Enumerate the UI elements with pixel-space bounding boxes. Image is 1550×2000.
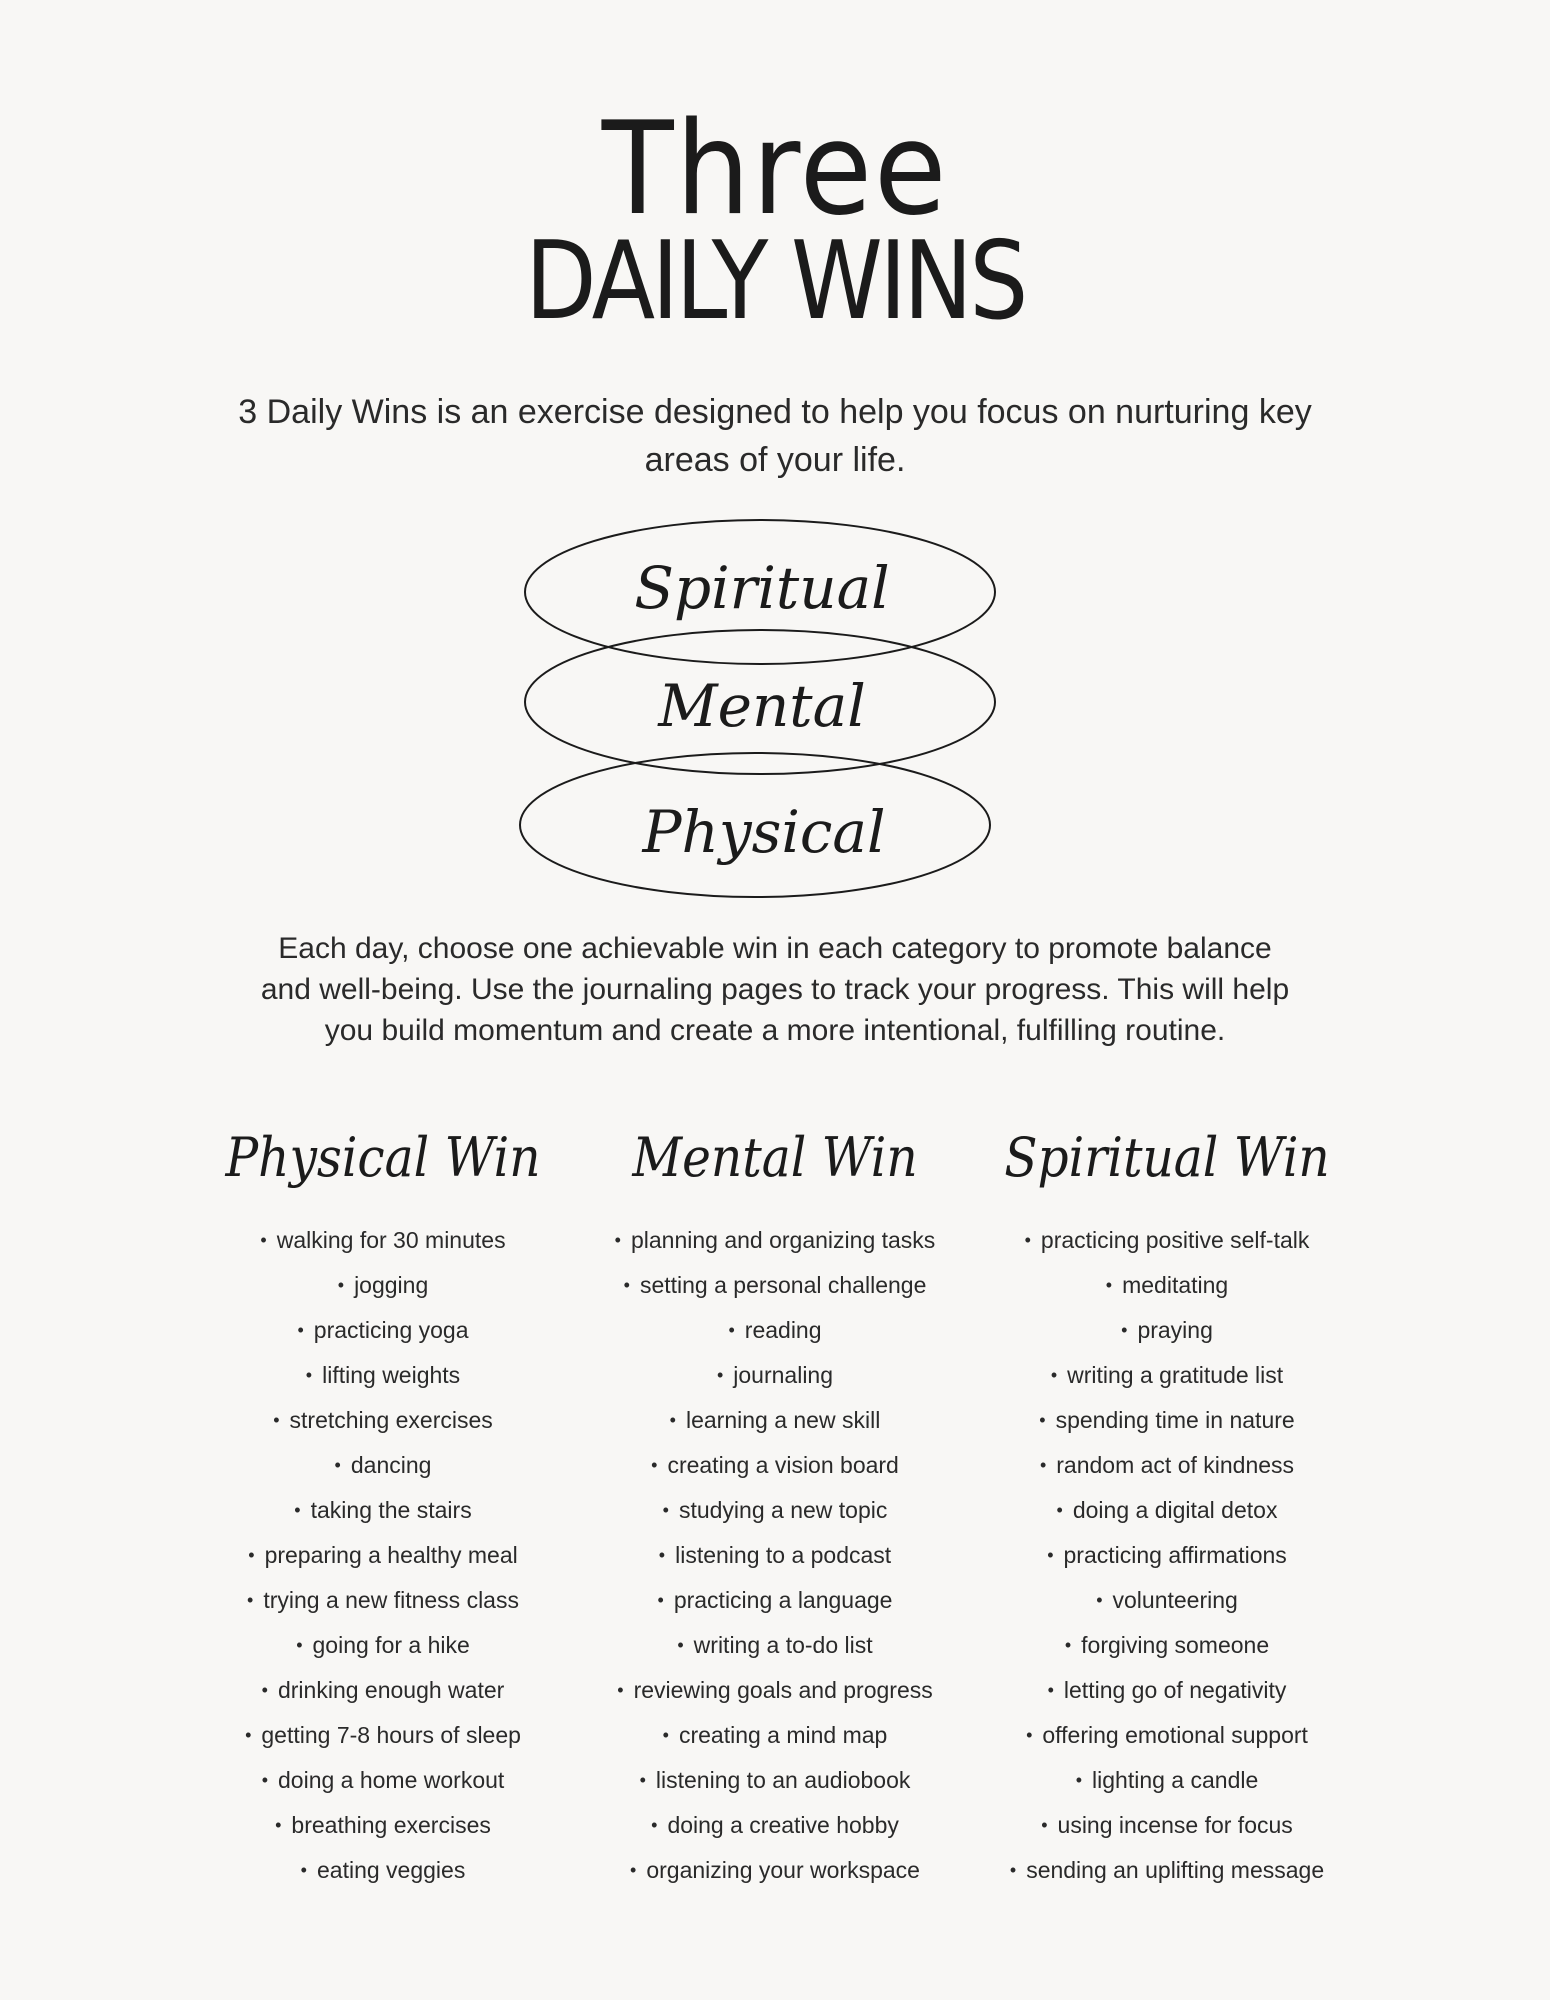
list-item bbox=[570, 1758, 980, 1803]
bullet-icon: • bbox=[614, 1230, 621, 1250]
title-three: Three bbox=[601, 95, 949, 244]
bullet-icon: • bbox=[716, 1365, 724, 1385]
bullet-icon: • bbox=[1047, 1680, 1054, 1700]
list-item-text: going for a hike bbox=[312, 1632, 470, 1658]
list-item-text: walking for 30 minutes bbox=[276, 1227, 506, 1253]
list-item bbox=[570, 1218, 980, 1263]
list-item-text: practicing affirmations bbox=[1063, 1542, 1287, 1568]
list-item bbox=[962, 1443, 1372, 1488]
list-item-text: reviewing goals and progress bbox=[633, 1677, 933, 1703]
bullet-icon: • bbox=[296, 1635, 303, 1655]
list-item bbox=[178, 1218, 588, 1263]
list-item-text: journaling bbox=[733, 1362, 834, 1388]
list-item-text: creating a vision board bbox=[667, 1452, 899, 1478]
list-item bbox=[570, 1578, 980, 1623]
list-item bbox=[178, 1668, 588, 1713]
list-item-text: eating veggies bbox=[316, 1857, 466, 1883]
bullet-icon: • bbox=[657, 1590, 664, 1610]
list-item bbox=[962, 1758, 1372, 1803]
bullet-icon: • bbox=[260, 1230, 267, 1250]
list-item bbox=[962, 1578, 1372, 1623]
list-item bbox=[570, 1263, 980, 1308]
list-item-text: studying a new topic bbox=[678, 1497, 888, 1523]
list-item bbox=[178, 1713, 588, 1758]
list-item bbox=[570, 1803, 980, 1848]
list-item-text: setting a personal challenge bbox=[639, 1272, 927, 1298]
list-item bbox=[962, 1308, 1372, 1353]
bullet-icon: • bbox=[658, 1545, 666, 1565]
list-item-text: listening to a podcast bbox=[675, 1542, 892, 1568]
list-item bbox=[570, 1713, 980, 1758]
list-item-text: listening to an audiobook bbox=[655, 1767, 911, 1793]
bullet-icon: • bbox=[261, 1770, 268, 1790]
list-item-text: stretching exercises bbox=[289, 1407, 493, 1433]
bullet-icon: • bbox=[1056, 1500, 1063, 1520]
bullet-icon: • bbox=[1096, 1590, 1103, 1610]
list-item-text: breathing exercises bbox=[291, 1812, 491, 1838]
list-item bbox=[570, 1488, 980, 1533]
spiritual-win-heading: Spiritual Win bbox=[1004, 1126, 1330, 1189]
bullet-icon: • bbox=[1105, 1275, 1113, 1295]
bullet-icon: • bbox=[617, 1680, 624, 1700]
list-item-text: volunteering bbox=[1112, 1587, 1238, 1613]
list-item-text: letting go of negativity bbox=[1063, 1677, 1287, 1703]
list-item bbox=[570, 1443, 980, 1488]
bullet-icon: • bbox=[1041, 1815, 1048, 1835]
bullet-icon: • bbox=[1009, 1860, 1017, 1880]
bullet-icon: • bbox=[275, 1815, 282, 1835]
list-item-text: planning and organizing tasks bbox=[630, 1227, 936, 1253]
bullet-icon: • bbox=[294, 1500, 301, 1520]
bullet-icon: • bbox=[1047, 1545, 1054, 1565]
list-item-text: random act of kindness bbox=[1056, 1452, 1295, 1478]
list-item bbox=[962, 1803, 1372, 1848]
list-item bbox=[178, 1578, 588, 1623]
bullet-icon: • bbox=[1075, 1770, 1083, 1790]
list-item-text: getting 7-8 hours of sleep bbox=[261, 1722, 521, 1748]
list-item-text: offering emotional support bbox=[1042, 1722, 1308, 1748]
bullet-icon: • bbox=[273, 1410, 280, 1430]
list-item-text: sending an uplifting message bbox=[1026, 1857, 1325, 1883]
list-item bbox=[570, 1398, 980, 1443]
list-item bbox=[570, 1533, 980, 1578]
bullet-icon: • bbox=[297, 1320, 304, 1340]
list-item-text: creating a mind map bbox=[678, 1722, 888, 1748]
list-item bbox=[962, 1713, 1372, 1758]
mental-win-column bbox=[570, 1118, 980, 1893]
list-item-text: organizing your workspace bbox=[646, 1857, 920, 1883]
list-item-text: doing a creative hobby bbox=[667, 1812, 899, 1838]
bullet-icon: • bbox=[334, 1455, 341, 1475]
title-daily-wins: DAILY WINS bbox=[525, 219, 1025, 344]
mental-win-list bbox=[570, 1218, 980, 1893]
list-item bbox=[962, 1353, 1372, 1398]
list-item-text: writing a gratitude list bbox=[1067, 1362, 1284, 1388]
list-item-text: preparing a healthy meal bbox=[264, 1542, 518, 1568]
list-item-text: taking the stairs bbox=[310, 1497, 472, 1523]
list-item-text: forgiving someone bbox=[1081, 1632, 1270, 1658]
list-item bbox=[962, 1668, 1372, 1713]
list-item-text: meditating bbox=[1122, 1272, 1229, 1298]
list-item bbox=[570, 1308, 980, 1353]
bullet-icon: • bbox=[728, 1320, 735, 1340]
bullet-icon: • bbox=[677, 1635, 684, 1655]
list-item bbox=[570, 1668, 980, 1713]
list-item-text: doing a digital detox bbox=[1072, 1497, 1278, 1523]
list-item bbox=[178, 1533, 588, 1578]
bullet-icon: • bbox=[305, 1365, 313, 1385]
ring-label-mental: Mental bbox=[658, 672, 866, 740]
bullet-icon: • bbox=[1039, 1455, 1047, 1475]
bullet-icon: • bbox=[669, 1410, 676, 1430]
list-item bbox=[570, 1353, 980, 1398]
list-item-text: trying a new fitness class bbox=[263, 1587, 519, 1613]
list-item bbox=[962, 1848, 1372, 1893]
list-item-text: spending time in nature bbox=[1055, 1407, 1295, 1433]
bullet-icon: • bbox=[1039, 1410, 1046, 1430]
list-item bbox=[178, 1263, 588, 1308]
list-item bbox=[570, 1848, 980, 1893]
list-item bbox=[178, 1803, 588, 1848]
physical-win-heading: Physical Win bbox=[225, 1126, 541, 1189]
list-item bbox=[962, 1488, 1372, 1533]
list-item bbox=[962, 1623, 1372, 1668]
list-item bbox=[178, 1758, 588, 1803]
list-item bbox=[178, 1488, 588, 1533]
bullet-icon: • bbox=[1050, 1365, 1058, 1385]
bullet-icon: • bbox=[245, 1725, 252, 1745]
list-item-text: reading bbox=[744, 1317, 822, 1343]
explanation-text: Each day, choose one achievable win in each category to promote balance and well-being. Use the journaling pages to track your progress. This will help you build momentum and create a more intentional, fulfilling routine. bbox=[260, 932, 1290, 1047]
bullet-icon: • bbox=[662, 1500, 669, 1520]
bullet-icon: • bbox=[261, 1680, 268, 1700]
list-item-text: practicing positive self-talk bbox=[1040, 1227, 1310, 1253]
ring-label-physical: Physical bbox=[642, 798, 886, 866]
list-item-text: praying bbox=[1137, 1317, 1213, 1343]
spiritual-win-column bbox=[962, 1118, 1372, 1893]
bullet-icon: • bbox=[662, 1725, 669, 1745]
bullet-icon: • bbox=[639, 1770, 646, 1790]
list-item bbox=[178, 1623, 588, 1668]
list-item bbox=[178, 1398, 588, 1443]
mental-win-heading: Mental Win bbox=[632, 1126, 918, 1189]
bullet-icon: • bbox=[248, 1545, 255, 1565]
list-item-text: using incense for focus bbox=[1057, 1812, 1293, 1838]
list-item-text: practicing a language bbox=[673, 1587, 893, 1613]
ring-label-spiritual: Spiritual bbox=[634, 554, 890, 622]
list-item-text: practicing yoga bbox=[313, 1317, 469, 1343]
intro-text: 3 Daily Wins is an exercise designed to help you focus on nurturing key areas of your life. bbox=[238, 393, 1312, 479]
bullet-icon: • bbox=[1026, 1725, 1033, 1745]
list-item bbox=[962, 1218, 1372, 1263]
physical-win-column bbox=[178, 1118, 588, 1893]
list-item-text: dancing bbox=[350, 1452, 432, 1478]
list-item-text: lighting a candle bbox=[1092, 1767, 1259, 1793]
spiritual-win-list bbox=[962, 1218, 1372, 1893]
list-item bbox=[178, 1308, 588, 1353]
list-item-text: drinking enough water bbox=[277, 1677, 505, 1703]
list-item bbox=[962, 1533, 1372, 1578]
rings-diagram bbox=[510, 512, 1010, 912]
bullet-icon: • bbox=[630, 1860, 637, 1880]
bullet-icon: • bbox=[1024, 1230, 1031, 1250]
win-columns bbox=[0, 1118, 1550, 1898]
bullet-icon: • bbox=[1121, 1320, 1128, 1340]
list-item-text: doing a home workout bbox=[278, 1767, 505, 1793]
list-item-text: writing a to-do list bbox=[693, 1632, 873, 1658]
list-item-text: learning a new skill bbox=[685, 1407, 881, 1433]
list-item bbox=[178, 1848, 588, 1893]
list-item-text: lifting weights bbox=[322, 1362, 461, 1388]
bullet-icon: • bbox=[337, 1275, 345, 1295]
list-item-text: jogging bbox=[354, 1272, 429, 1298]
list-item bbox=[178, 1353, 588, 1398]
list-item bbox=[570, 1623, 980, 1668]
bullet-icon: • bbox=[651, 1815, 658, 1835]
list-item bbox=[962, 1263, 1372, 1308]
bullet-icon: • bbox=[247, 1590, 254, 1610]
bullet-icon: • bbox=[300, 1860, 307, 1880]
bullet-icon: • bbox=[1064, 1635, 1072, 1655]
bullet-icon: • bbox=[651, 1455, 658, 1475]
list-item bbox=[178, 1443, 588, 1488]
bullet-icon: • bbox=[623, 1275, 630, 1295]
list-item bbox=[962, 1398, 1372, 1443]
physical-win-list bbox=[178, 1218, 588, 1893]
